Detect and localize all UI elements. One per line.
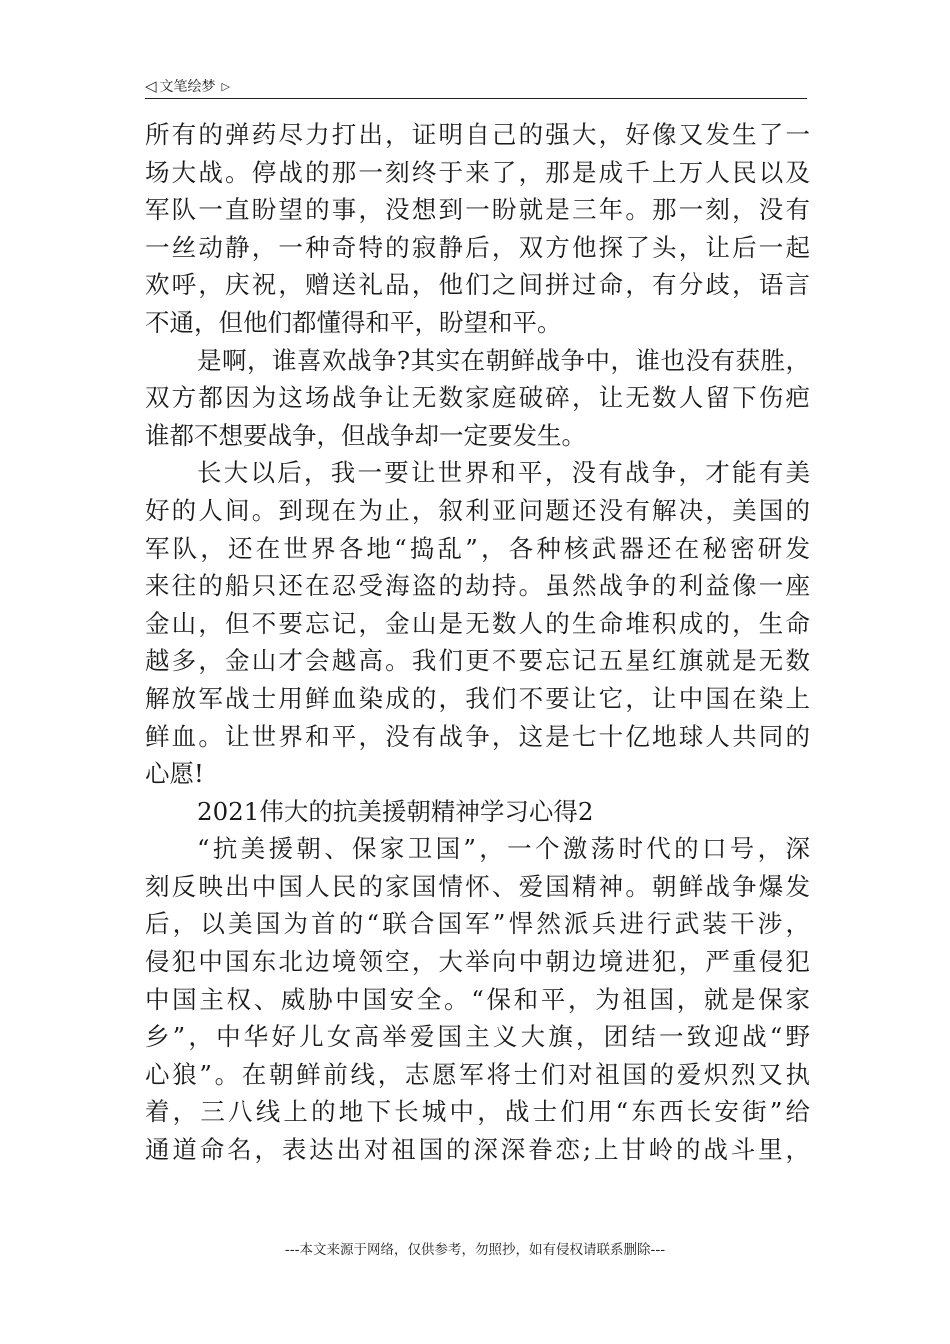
text-line: “抗美援朝、保家卫国”，一个激荡时代的口号，深 xyxy=(197,834,810,864)
text-line: 中国主权、威胁中国安全。“保和平，为祖国，就是保家 xyxy=(145,984,810,1014)
document-body xyxy=(145,116,810,1169)
text-line: 越多，金山才会越高。我们更不要忘记五星红旗就是无数 xyxy=(145,646,810,676)
text-line: 军队，还在世界各地“捣乱”，各种核武器还在秘密研发 xyxy=(145,533,810,563)
text-line: 场大战。停战的那一刻终于来了，那是成千上万人民以及 xyxy=(145,157,810,187)
text-line: 通道命名，表达出对祖国的深深眷恋;上甘岭的战斗里， xyxy=(145,1135,810,1165)
section-heading: 2021伟大的抗美援朝精神学习心得2 xyxy=(197,796,594,826)
text-line: 军队一直盼望的事，没想到一盼就是三年。那一刻，没有 xyxy=(145,195,810,225)
triangle-left-icon: ◁ xyxy=(145,77,157,95)
text-line: 心愿! xyxy=(145,759,204,789)
text-line: 欢呼，庆祝，赠送礼品，他们之间拼过命，有分歧，语言 xyxy=(145,270,810,300)
text-line: 解放军战士用鲜血染成的，我们不要让它，让中国在染上 xyxy=(145,683,810,713)
text-line: 刻反映出中国人民的家国情怀、爱国精神。朝鲜战争爆发 xyxy=(145,871,810,901)
header-title: 文笔绘梦 xyxy=(159,79,216,95)
text-line: 长大以后，我一要让世界和平，没有战争，才能有美 xyxy=(197,458,810,488)
text-line: 好的人间。到现在为止，叙利亚问题还没有解决，美国的 xyxy=(145,495,810,525)
text-line: 鲜血。让世界和平，没有战争，这是七十亿地球人共同的 xyxy=(145,721,810,751)
text-line: 来往的船只还在忍受海盗的劫持。虽然战争的利益像一座 xyxy=(145,571,810,601)
text-line: 双方都因为这场战争让无数家庭破碎，让无数人留下伤疤 xyxy=(145,383,810,413)
text-line: 心狼”。在朝鲜前线，志愿军将士们对祖国的爱炽烈又执 xyxy=(145,1059,810,1089)
text-line: 不通，但他们都懂得和平，盼望和平。 xyxy=(145,307,562,337)
text-line: 后，以美国为首的“联合国军”悍然派兵进行武装干涉， xyxy=(145,909,810,939)
text-line: 一丝动静，一种奇特的寂静后，双方他探了头，让后一起 xyxy=(145,232,810,262)
text-line: 侵犯中国东北边境领空，大举向中朝边境进犯，严重侵犯 xyxy=(145,947,810,977)
text-line: 是啊，谁喜欢战争?其实在朝鲜战争中，谁也没有获胜， xyxy=(197,345,810,375)
text-line: 谁都不想要战争，但战争却一定要发生。 xyxy=(145,420,586,450)
text-line: 所有的弹药尽力打出，证明自己的强大，好像又发生了一 xyxy=(145,120,810,149)
text-line: 金山，但不要忘记，金山是无数人的生命堆积成的，生命 xyxy=(145,608,810,638)
triangle-right-icon: ▷ xyxy=(221,79,231,93)
page-header xyxy=(145,74,807,99)
page-footer: ---本文来源于网络，仅供参考，勿照抄，如有侵权请联系删除--- xyxy=(284,1242,666,1258)
text-line: 着，三八线上的地下长城中，战士们用“东西长安街”给 xyxy=(145,1097,810,1127)
text-line: 乡”，中华好儿女高举爱国主义大旗，团结一致迎战“野 xyxy=(145,1022,810,1052)
